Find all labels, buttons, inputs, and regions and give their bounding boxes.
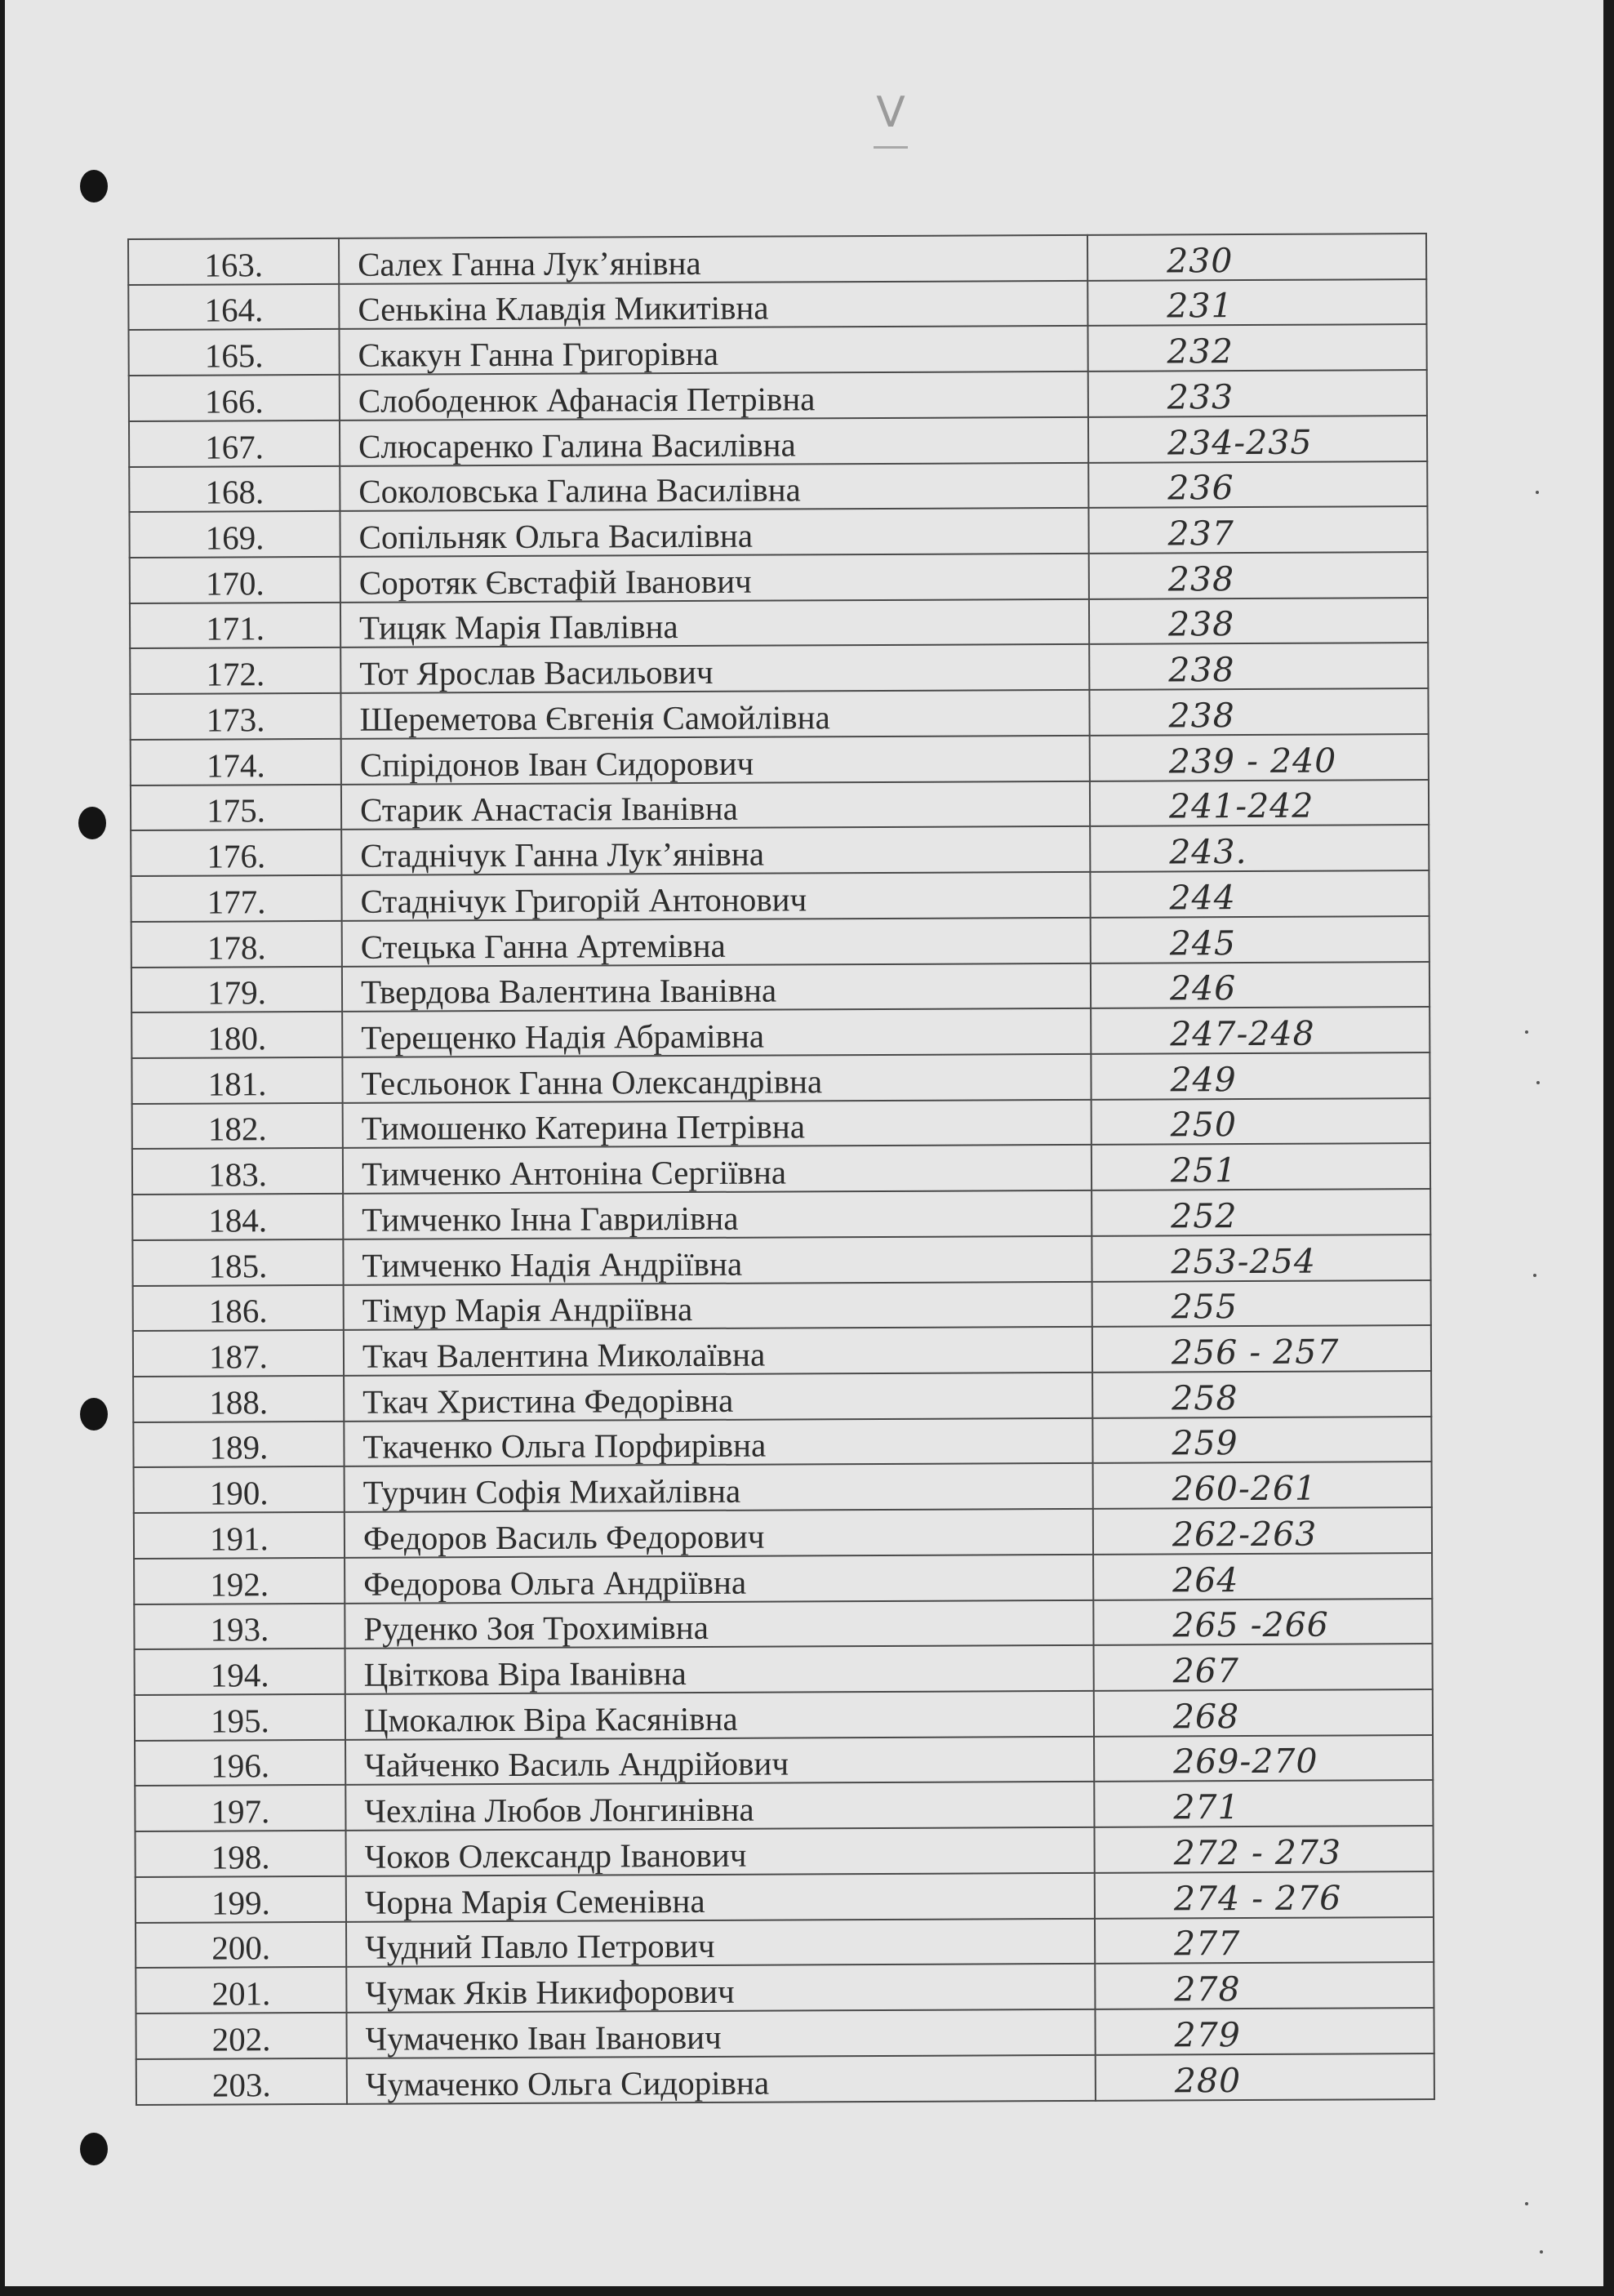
row-number: 202. <box>136 2013 346 2059</box>
page-numbers: 230 <box>1087 234 1426 281</box>
person-name: Сенькіна Клавдія Микитівна <box>339 281 1087 330</box>
page-numbers: 277 <box>1095 1917 1434 1965</box>
row-number: 185. <box>132 1239 343 1286</box>
row-number: 173. <box>130 693 340 740</box>
page-numbers: 238 <box>1089 643 1428 691</box>
table-row <box>128 324 1426 376</box>
table-row <box>128 234 1426 285</box>
table-row <box>131 870 1429 922</box>
table-row <box>132 1189 1430 1240</box>
person-name: Старик Анастасія Іванівна <box>341 781 1090 830</box>
page-numbers: 244 <box>1090 870 1429 918</box>
row-number: 180. <box>131 1012 342 1058</box>
table-row <box>135 1780 1433 1831</box>
person-name: Чоков Олександр Іванович <box>346 1827 1095 1876</box>
person-name: Терещенко Надія Абрамівна <box>342 1008 1091 1057</box>
page-numbers: 274 - 276 <box>1095 1871 1434 1919</box>
table-row <box>132 1143 1430 1195</box>
page-numbers: 267 <box>1094 1644 1433 1691</box>
page-numbers: 271 <box>1094 1780 1433 1827</box>
person-name: Спірідонов Іван Сидорович <box>341 736 1090 785</box>
row-number: 186. <box>133 1284 344 1331</box>
person-name: Соколовська Галина Василівна <box>340 462 1088 511</box>
row-number: 188. <box>133 1376 344 1422</box>
page-numbers: 251 <box>1092 1143 1430 1190</box>
check-mark: V <box>872 91 909 149</box>
page-numbers: 236 <box>1088 461 1427 509</box>
table-row <box>133 1417 1431 1468</box>
person-name: Салех Ганна Лук’янівна <box>339 235 1087 284</box>
row-number: 168. <box>129 465 340 512</box>
row-number: 172. <box>130 647 340 694</box>
table-row <box>130 643 1428 695</box>
person-name: Чумаченко Іван Іванович <box>346 2009 1095 2058</box>
person-name: Ткач Христина Федорівна <box>344 1373 1092 1422</box>
person-name: Шереметова Євгенія Самойлівна <box>340 690 1089 739</box>
page-numbers: 239 - 240 <box>1090 734 1429 781</box>
row-number: 184. <box>132 1194 343 1240</box>
person-name: Чумаченко Ольга Сидорівна <box>347 2055 1096 2104</box>
table-row <box>133 1280 1431 1332</box>
person-name: Стецька Ганна Артемівна <box>342 918 1091 967</box>
table-row <box>128 279 1426 331</box>
page-numbers: 238 <box>1089 688 1428 736</box>
row-number: 179. <box>131 966 342 1012</box>
person-name: Слободенюк Афанасія Петрівна <box>340 372 1088 420</box>
row-number: 182. <box>132 1103 343 1150</box>
person-name: Слюсаренко Галина Василівна <box>340 417 1088 466</box>
person-name: Тимошенко Катерина Петрівна <box>343 1100 1092 1149</box>
table-row <box>133 1325 1431 1377</box>
person-name: Руденко Зоя Трохимівна <box>345 1600 1093 1649</box>
page-numbers: 259 <box>1092 1417 1431 1464</box>
page-numbers: 272 - 273 <box>1095 1826 1434 1873</box>
row-number: 167. <box>129 420 340 467</box>
row-number: 201. <box>136 1967 346 2013</box>
page-numbers: 232 <box>1087 324 1426 372</box>
table-row <box>136 1871 1434 1923</box>
row-number: 200. <box>136 1921 346 1968</box>
document-page <box>5 0 1603 2286</box>
page-numbers: 245 <box>1091 916 1429 963</box>
row-number: 178. <box>131 921 342 968</box>
table-row <box>132 1235 1430 1286</box>
person-name: Тицяк Марія Павлівна <box>340 599 1089 648</box>
person-name: Чорна Марія Семенівна <box>346 1873 1095 1922</box>
person-name: Чайченко Василь Андрійович <box>345 1737 1094 1786</box>
table-row <box>136 1917 1434 1969</box>
person-name: Тот Ярослав Васильович <box>340 644 1089 693</box>
person-name: Цвіткова Віра Іванівна <box>345 1645 1094 1694</box>
table-row <box>131 1052 1429 1104</box>
row-number: 191. <box>134 1512 345 1559</box>
table-row <box>129 461 1427 513</box>
page-numbers: 249 <box>1091 1052 1429 1100</box>
person-name: Чудний Павло Петрович <box>346 1918 1095 1967</box>
row-number: 177. <box>131 875 341 922</box>
table-row <box>130 598 1428 649</box>
table-row <box>135 1735 1433 1787</box>
page-numbers: 241-242 <box>1090 780 1429 827</box>
page-numbers: 268 <box>1094 1689 1433 1737</box>
person-name: Турчин Софія Михайлівна <box>345 1463 1093 1512</box>
paper-speck <box>1540 2250 1543 2254</box>
row-number: 164. <box>128 284 339 331</box>
punch-hole <box>78 807 106 839</box>
table-row <box>134 1507 1432 1559</box>
page-numbers: 243. <box>1090 825 1429 872</box>
page-numbers: 262-263 <box>1093 1507 1432 1555</box>
page-numbers: 237 <box>1088 506 1427 554</box>
page-numbers: 264 <box>1093 1553 1432 1600</box>
table-row <box>135 1689 1433 1741</box>
table-row <box>130 688 1428 740</box>
table-row <box>129 370 1427 421</box>
table-row <box>136 2008 1434 2059</box>
row-number: 199. <box>136 1876 346 1923</box>
page-numbers: 252 <box>1092 1189 1430 1236</box>
table-row <box>131 780 1429 831</box>
page-numbers: 269-270 <box>1094 1735 1433 1782</box>
row-number: 195. <box>135 1694 345 1741</box>
table-row <box>134 1599 1432 1650</box>
table-row <box>134 1553 1432 1604</box>
person-name: Стаднічук Ганна Лук’янівна <box>341 826 1090 875</box>
punch-hole <box>80 170 108 202</box>
page-numbers: 278 <box>1095 1962 1434 2009</box>
paper-speck <box>1536 1081 1540 1084</box>
page-numbers: 253-254 <box>1092 1235 1430 1282</box>
row-number: 196. <box>135 1740 345 1787</box>
paper-speck <box>1533 1274 1536 1277</box>
table-row <box>129 506 1427 558</box>
page-numbers: 234-235 <box>1088 416 1427 463</box>
person-name: Сопільняк Ольга Василівна <box>340 508 1088 557</box>
row-number: 190. <box>134 1466 345 1513</box>
table-row <box>136 1962 1434 2013</box>
row-number: 181. <box>131 1057 342 1104</box>
person-name: Федорова Ольга Андріївна <box>345 1555 1093 1604</box>
table-row <box>135 1644 1433 1695</box>
person-name: Цмокалюк Віра Касянівна <box>345 1691 1094 1740</box>
row-number: 163. <box>128 238 339 285</box>
row-number: 187. <box>133 1330 344 1377</box>
person-name: Ткаченко Ольга Порфирівна <box>344 1418 1092 1467</box>
page-numbers: 247-248 <box>1091 1007 1429 1054</box>
person-name: Скакун Ганна Григорівна <box>339 326 1087 375</box>
row-number: 176. <box>131 830 341 876</box>
table-row <box>136 2053 1434 2105</box>
table-row <box>131 734 1429 785</box>
table-row <box>131 825 1429 876</box>
punch-hole <box>80 2133 108 2165</box>
row-number: 198. <box>136 1831 346 1877</box>
person-name: Соротяк Євстафій Іванович <box>340 554 1089 603</box>
page-numbers: 233 <box>1088 370 1427 417</box>
page-numbers: 280 <box>1096 2053 1434 2101</box>
person-name: Тесльонок Ганна Олександрівна <box>342 1054 1091 1103</box>
person-name: Тімур Марія Андріївна <box>344 1281 1092 1330</box>
row-number: 193. <box>134 1603 345 1649</box>
row-number: 170. <box>130 557 340 603</box>
person-name: Чумак Яків Никифорович <box>346 1964 1095 2013</box>
page-numbers: 260-261 <box>1093 1462 1432 1509</box>
row-number: 194. <box>135 1649 345 1695</box>
page-numbers: 258 <box>1092 1371 1431 1418</box>
page-numbers: 250 <box>1092 1098 1430 1146</box>
row-number: 169. <box>129 511 340 558</box>
table-row <box>131 916 1429 968</box>
table-row <box>134 1462 1432 1513</box>
table-row <box>133 1371 1431 1422</box>
person-name: Тимченко Антоніна Сергіївна <box>343 1145 1092 1194</box>
row-number: 189. <box>133 1422 344 1468</box>
table-row <box>136 1826 1434 1877</box>
table-row <box>131 962 1429 1013</box>
person-name: Стаднічук Григорій Антонович <box>341 872 1090 921</box>
page-numbers: 246 <box>1091 962 1429 1009</box>
table-row <box>129 416 1427 467</box>
row-number: 166. <box>129 375 340 421</box>
paper-speck <box>1525 1030 1528 1034</box>
person-name: Тимченко Надія Андріївна <box>343 1236 1092 1285</box>
row-number: 197. <box>135 1785 345 1831</box>
register-table <box>127 233 1435 2106</box>
person-name: Ткач Валентина Миколаївна <box>344 1327 1092 1376</box>
row-number: 183. <box>132 1148 343 1195</box>
table-row <box>130 552 1428 603</box>
page-numbers: 231 <box>1087 279 1426 327</box>
row-number: 203. <box>136 2058 347 2105</box>
table-row <box>132 1098 1430 1150</box>
person-name: Тимченко Інна Гаврилівна <box>343 1190 1092 1239</box>
paper-speck <box>1536 491 1539 494</box>
row-number: 174. <box>131 739 341 785</box>
row-number: 165. <box>128 329 339 376</box>
page-numbers: 279 <box>1095 2008 1434 2055</box>
person-name: Чехліна Любов Лонгинівна <box>345 1782 1094 1831</box>
person-name: Твердова Валентина Іванівна <box>342 963 1091 1012</box>
register-rows <box>128 234 1434 2105</box>
paper-speck <box>1525 2202 1528 2205</box>
page-numbers: 256 - 257 <box>1092 1325 1431 1373</box>
page-numbers: 238 <box>1089 598 1428 645</box>
person-name: Федоров Василь Федорович <box>345 1509 1093 1558</box>
row-number: 171. <box>130 603 340 649</box>
row-number: 192. <box>134 1558 345 1604</box>
page-numbers: 238 <box>1089 552 1428 599</box>
page-numbers: 255 <box>1092 1280 1431 1328</box>
page-numbers: 265 -266 <box>1093 1599 1432 1646</box>
punch-hole <box>80 1398 108 1431</box>
row-number: 175. <box>131 784 341 830</box>
table-row <box>131 1007 1429 1058</box>
